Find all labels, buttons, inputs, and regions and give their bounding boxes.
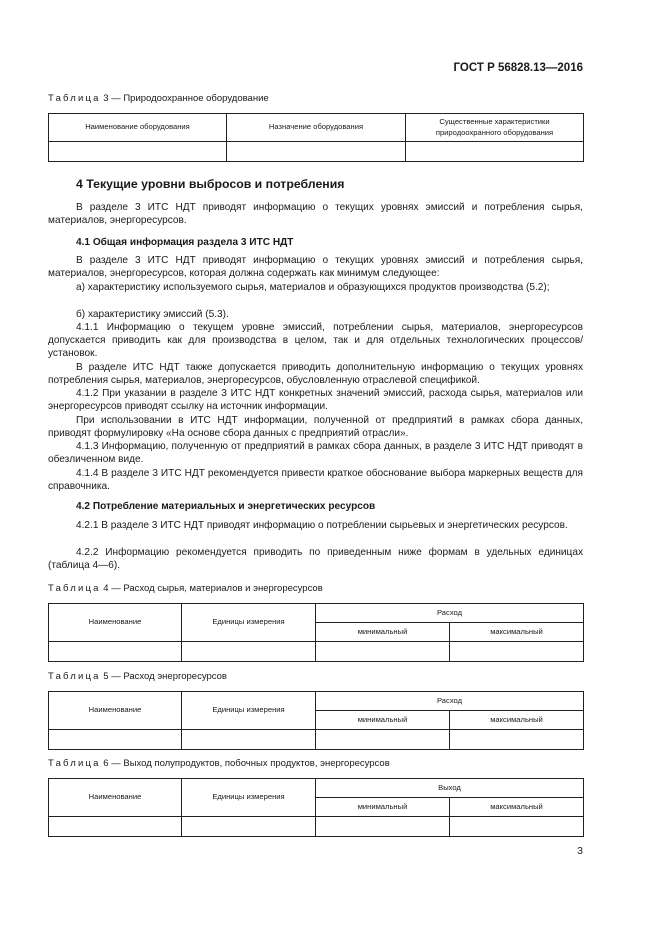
document-code: ГОСТ Р 56828.13—2016 — [453, 62, 583, 74]
table4-header-min: минимальный — [316, 623, 450, 642]
table6-cell — [182, 817, 316, 837]
paragraph: В разделе 3 ИТС НДТ приводят информацию о текущих уровнях эмиссий и потребления сырья, материалов, энергоресурсов, которая должна содержать как минимум следующее: — [48, 255, 583, 279]
paragraph: 4.1.2 При указании в разделе 3 ИТС НДТ конкретных значений эмиссий, расхода сырья, материалов или энергоресурсов приводят ссылку на источник информации. — [48, 388, 583, 412]
paragraph: При использовании в ИТС НДТ информации, полученной от предприятий в рамках сбора данных, приводят формулировку «На основе сбора данных с предприятий отрасли». — [48, 415, 583, 439]
table5-header-unit: Единицы измерения — [182, 692, 316, 730]
table4-cell — [316, 642, 450, 662]
table6-caption: Таблица 6 — Выход полупродуктов, побочных продуктов, энергоресурсов — [48, 758, 390, 769]
table5-header-min: минимальный — [316, 711, 450, 730]
table3-cell — [227, 142, 406, 162]
table6-cell — [49, 817, 182, 837]
section-4-title: 4 Текущие уровни выбросов и потребления — [76, 177, 345, 191]
table5-header-name: Наименование — [49, 692, 182, 730]
table5-cell — [49, 730, 182, 750]
table5-header-consumption: Расход — [316, 692, 584, 711]
table4-caption: Таблица 4 — Расход сырья, материалов и энергоресурсов — [48, 583, 323, 594]
table5-cell — [450, 730, 584, 750]
table6-cell — [450, 817, 584, 837]
page-number: 3 — [577, 845, 583, 857]
table3-header-purpose: Назначение оборудования — [227, 114, 406, 142]
section-4-intro: В разделе 3 ИТС НДТ приводят информацию о текущих уровнях эмиссий и потребления сырья, материалов, энергоресурсов. — [48, 202, 583, 226]
table6-header-max: максимальный — [450, 798, 584, 817]
table6 — [48, 778, 584, 837]
paragraph: В разделе ИТС НДТ также допускается приводить дополнительную информацию о текущих уровнях потребления сырья, материалов, энергоресурсов, обусловленную отраслевой спецификой. — [48, 362, 583, 386]
table5-caption: Таблица 5 — Расход энергоресурсов — [48, 671, 227, 682]
table5 — [48, 691, 584, 750]
paragraph: 4.1.4 В разделе 3 ИТС НДТ рекомендуется привести краткое обоснование выбора маркерных веществ для справочника. — [48, 468, 583, 492]
table4-cell — [182, 642, 316, 662]
table6-cell — [316, 817, 450, 837]
table6-header-output: Выход — [316, 779, 584, 798]
subsection-4-2-title: 4.2 Потребление материальных и энергетических ресурсов — [76, 501, 376, 512]
table4-cell — [450, 642, 584, 662]
table3-header-characteristics: Существенные характеристики природоохранного оборудования — [406, 114, 584, 142]
table6-header-name: Наименование — [49, 779, 182, 817]
paragraph: 4.1.3 Информацию, полученную от предприятий в рамках сбора данных, в разделе 3 ИТС НДТ приводят в обезличенном виде. — [48, 441, 583, 465]
table5-cell — [316, 730, 450, 750]
table3-cell — [49, 142, 227, 162]
paragraph: 4.2.2 Информацию рекомендуется приводить по приведенным ниже формам в удельных единицах (таблица 4—6). — [48, 547, 583, 571]
paragraph: 4.1.1 Информацию о текущем уровне эмиссий, потреблении сырья, материалов, энергоресурсов допускается приводить как для производства в целом, так и для отдельных технологических процессов/установок. — [48, 322, 583, 359]
table6-header-unit: Единицы измерения — [182, 779, 316, 817]
table3-cell — [406, 142, 584, 162]
table3 — [48, 113, 584, 162]
table4-header-name: Наименование — [49, 604, 182, 642]
table4-header-max: максимальный — [450, 623, 584, 642]
subsection-4-1-title: 4.1 Общая информация раздела 3 ИТС НДТ — [76, 237, 294, 248]
table3-caption: Таблица 3 — Природоохранное оборудование — [48, 93, 269, 104]
table4-header-consumption: Расход — [316, 604, 584, 623]
table4-header-unit: Единицы измерения — [182, 604, 316, 642]
table4-cell — [49, 642, 182, 662]
table3-header-name: Наименование оборудования — [49, 114, 227, 142]
paragraph: а) характеристику используемого сырья, материалов и образующихся продуктов производства (5.2); — [76, 282, 550, 293]
paragraph: 4.2.1 В разделе 3 ИТС НДТ приводят информацию о потреблении сырьевых и энергетических ресурсов. — [76, 520, 568, 531]
table6-header-min: минимальный — [316, 798, 450, 817]
paragraph: б) характеристику эмиссий (5.3). — [76, 309, 229, 320]
table4 — [48, 603, 584, 662]
table5-header-max: максимальный — [450, 711, 584, 730]
table5-cell — [182, 730, 316, 750]
